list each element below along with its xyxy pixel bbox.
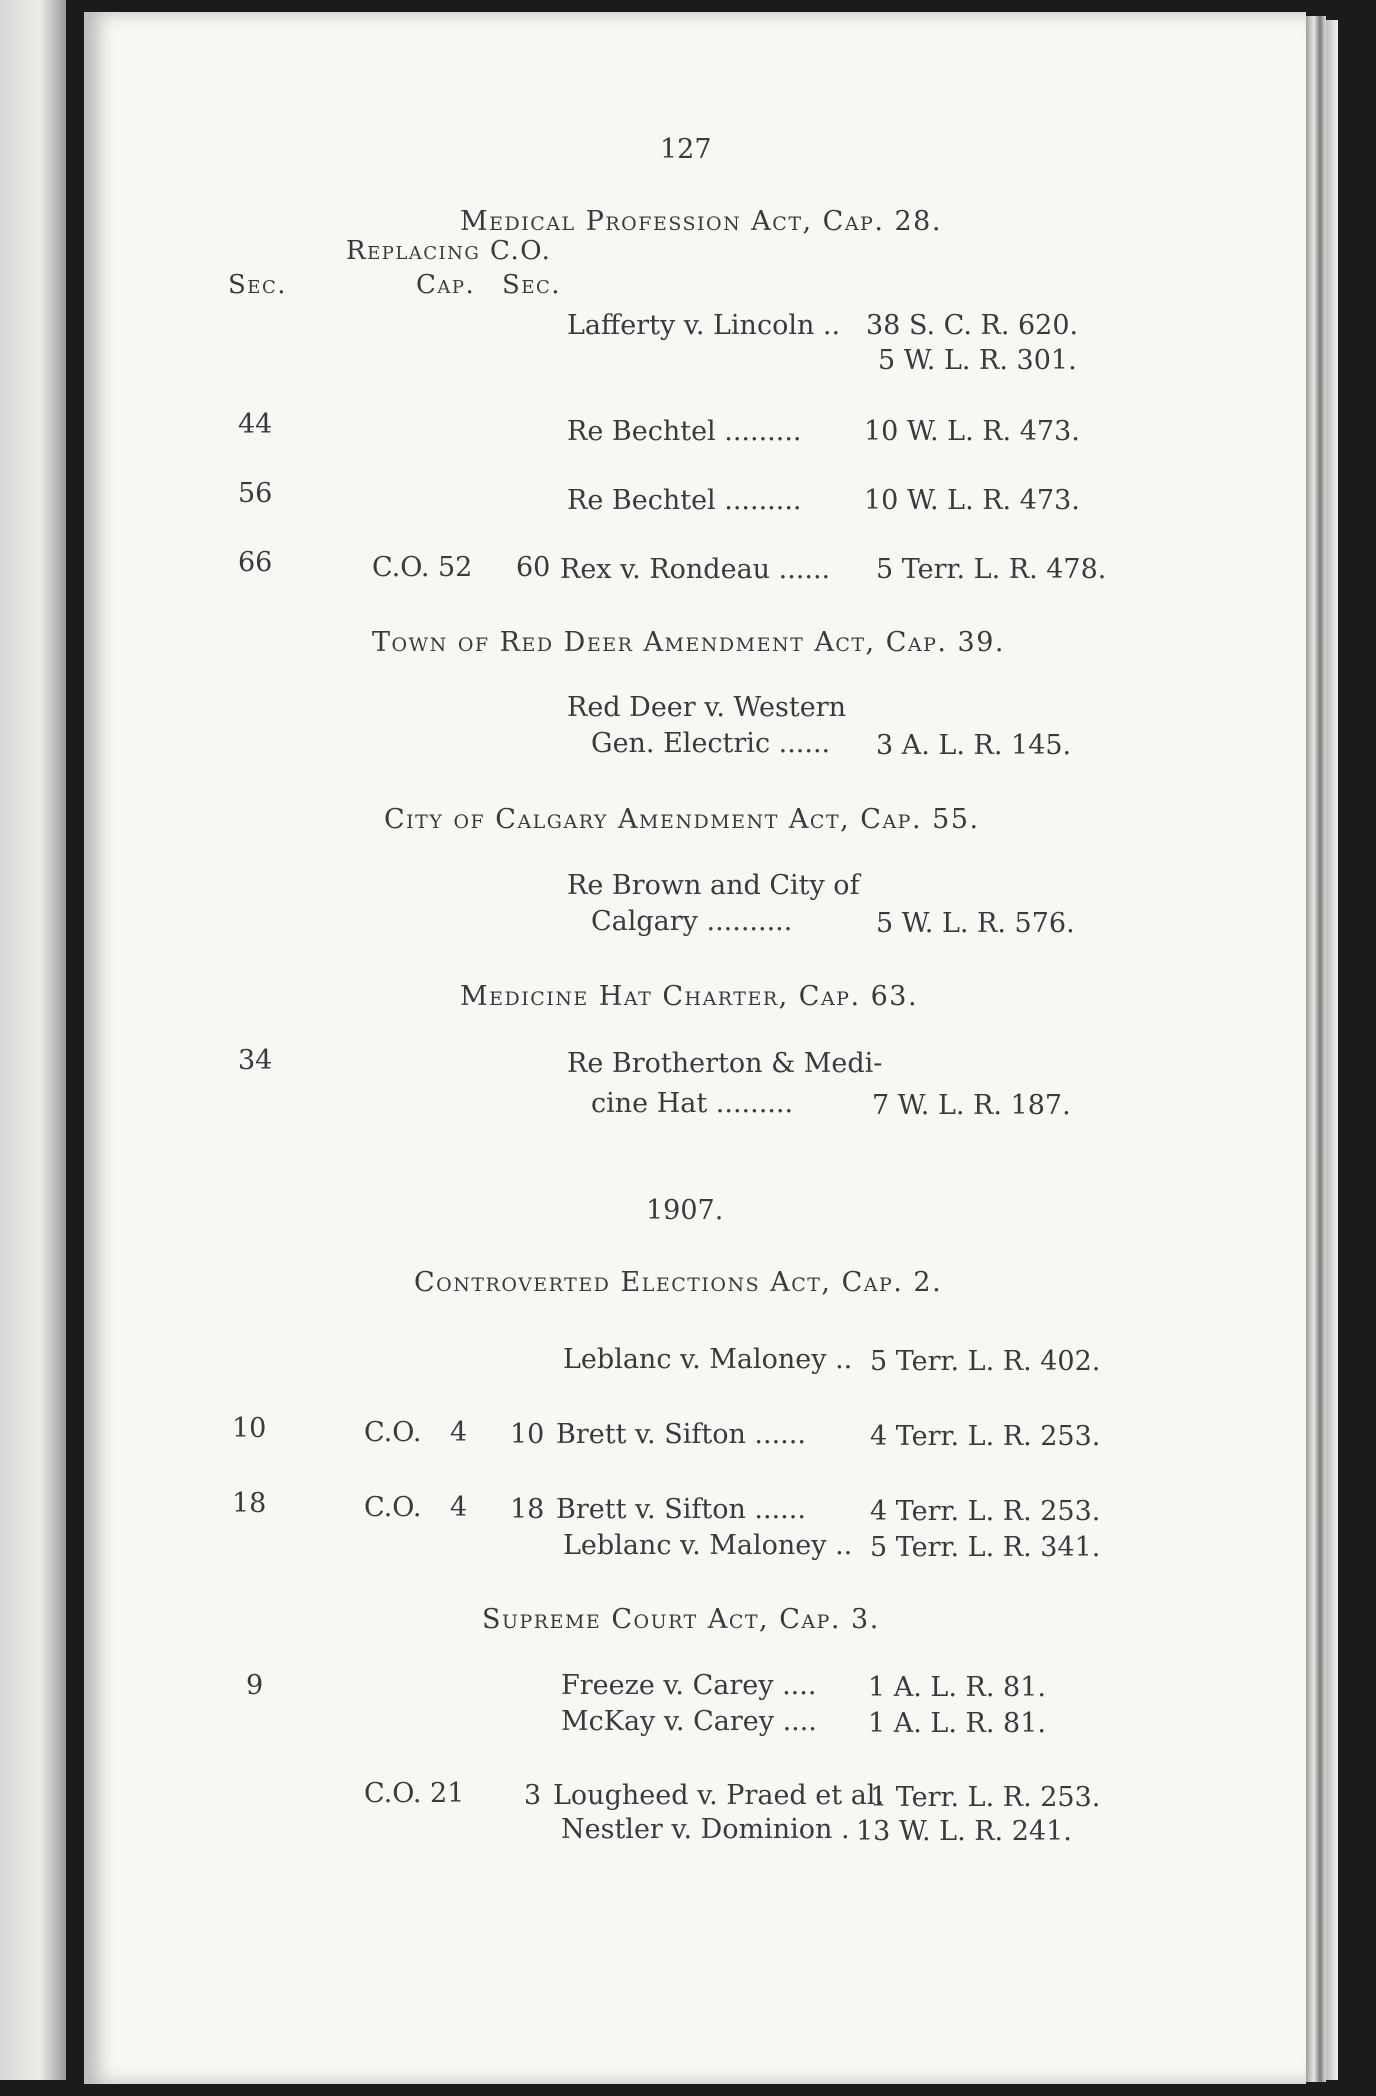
co-section: 3 [524,1780,542,1811]
citation: 3 A. L. R. 145. [876,730,1072,761]
case-name: Brett v. Sifton ...... [556,1419,806,1450]
section-number: 9 [246,1670,264,1701]
column-header-sec: Sec. [228,270,287,300]
case-name: Brett v. Sifton ...... [556,1494,806,1525]
case-name-line1: Red Deer v. Western [567,692,846,723]
act-title: Supreme Court Act, Cap. 3. [482,1604,880,1635]
column-header-sec2: Sec. [502,270,561,300]
column-header-cap: Cap. [416,270,476,300]
co-chapter: C.O. 52 [372,552,473,583]
section-number: 56 [238,478,273,509]
case-name-line1: Re Brotherton & Medi- [567,1048,883,1079]
co-chapter: C.O. [364,1417,422,1448]
page-stack-edge-outer [1326,20,1338,2080]
case-name-line1: Re Brown and City of [567,870,860,901]
case-name: Re Bechtel ......... [567,416,802,447]
co-chapter-number: 4 [450,1492,468,1523]
citation: 13 W. L. R. 241. [856,1816,1072,1847]
case-name: McKay v. Carey .... [561,1706,817,1737]
case-name: Rex v. Rondeau ...... [560,554,831,585]
citation: 5 W. L. R. 576. [876,908,1075,939]
co-section: 60 [516,552,551,583]
case-name: Freeze v. Carey .... [561,1670,817,1701]
case-name: Nestler v. Dominion . [561,1814,850,1845]
co-chapter: C.O. 21 [364,1778,465,1809]
citation: 5 W. L. R. 301. [878,345,1077,376]
case-name: cine Hat ......... [591,1088,794,1119]
section-number: 18 [232,1488,267,1519]
case-name: Gen. Electric ...... [591,728,831,759]
act-title: Medicine Hat Charter, Cap. 63. [460,981,919,1012]
case-name: Lafferty v. Lincoln .. [567,310,841,341]
citation: 10 W. L. R. 473. [864,416,1080,447]
citation: 38 S. C. R. 620. [866,310,1079,341]
column-header-replacing: Replacing C.O. [346,236,552,266]
section-number: 66 [238,547,273,578]
page-number: 127 [660,134,712,165]
co-section: 10 [510,1419,545,1450]
section-number: 44 [238,409,273,440]
co-section: 18 [510,1494,545,1525]
year-heading: 1907. [646,1195,724,1226]
citation: 4 Terr. L. R. 253. [870,1496,1101,1527]
citation: 1 A. L. R. 81. [868,1708,1046,1739]
case-name: Leblanc v. Maloney .. [563,1530,853,1561]
citation: 5 Terr. L. R. 478. [876,554,1107,585]
act-title: City of Calgary Amendment Act, Cap. 55. [384,804,980,835]
citation: 5 Terr. L. R. 402. [870,1346,1101,1377]
act-title: Town of Red Deer Amendment Act, Cap. 39. [372,627,1005,658]
co-chapter-number: 4 [450,1417,468,1448]
act-title: Medical Profession Act, Cap. 28. [460,206,942,237]
act-title: Controverted Elections Act, Cap. 2. [414,1267,943,1298]
citation: 1 Terr. L. R. 253. [870,1782,1101,1813]
case-name: Calgary .......... [591,906,793,937]
citation: 4 Terr. L. R. 253. [870,1421,1101,1452]
section-number: 34 [238,1045,273,1076]
page-stack-edge [1306,16,1326,2082]
section-number: 10 [232,1413,267,1444]
co-chapter: C.O. [364,1492,422,1523]
left-page-edge [0,0,66,2080]
case-name: Re Bechtel ......... [567,485,802,516]
case-name: Lougheed v. Praed et al. [553,1780,885,1811]
citation: 5 Terr. L. R. 341. [870,1532,1101,1563]
citation: 7 W. L. R. 187. [872,1090,1071,1121]
case-name: Leblanc v. Maloney .. [563,1344,853,1375]
citation: 1 A. L. R. 81. [868,1672,1046,1703]
citation: 10 W. L. R. 473. [864,485,1080,516]
